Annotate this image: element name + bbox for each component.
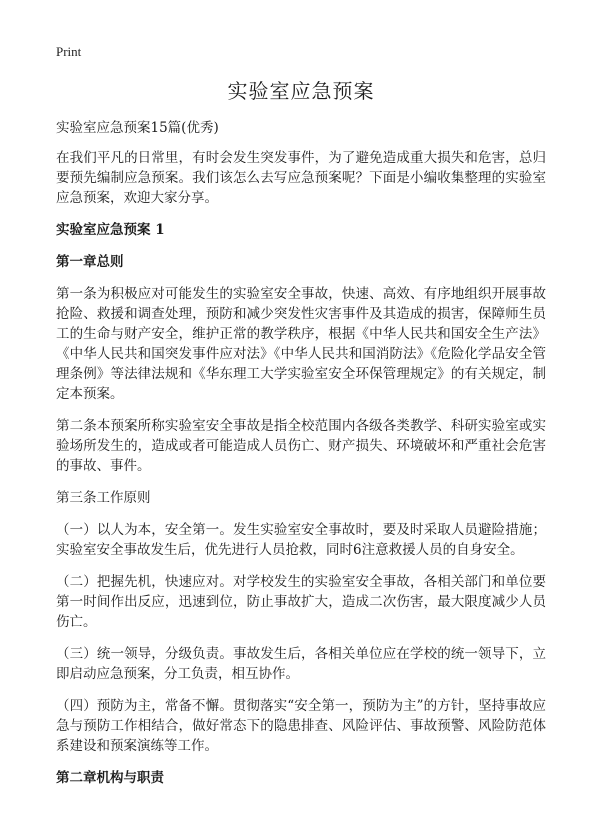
intro-paragraph: 在我们平凡的日常里，有时会发生突发事件，为了避免造成重大损失和危害，总归要预先编制应急预案。我们该怎么去写应急预案呢？下面是小编收集整理的实验室应急预案，欢迎大家分享。 (56, 150, 546, 206)
principle-4-paragraph: （四）预防为主，常备不懈。贯彻落实“安全第一，预防为主”的方针，坚持事故应急与预防工作相结合，做好常态下的隐患排查、风险评估、事故预警、风险防范体系建设和预案演练等工作。 (56, 698, 546, 754)
principle-2-paragraph: （二）把握先机，快速应对。对学校发生的实验室安全事故，各相关部门和单位要第一时间作出反应，迅速到位，防止事故扩大，造成二次伤害，最大限度减少人员伤亡。 (56, 574, 546, 630)
article-1-paragraph: 第一条为积极应对可能发生的实验室安全事故，快速、高效、有序地组织开展事故抢险、救援和调查处理，预防和减少突发性灾害事件及其造成的损害，保障师生员工的生命与财产安全，维护正常的教学秩序，根据《中华人民共和国安全生产法》《中华人民共和国突发事件应对法》《中华人民共和国消防法》《危险化学品安全管理条例》等法律法规和《华东理工大学实验室安全环保管理规定》的有关规定，制定本预案。 (56, 286, 546, 402)
principle-1-paragraph: （一）以人为本，安全第一。发生实验室安全事故时，要及时采取人员避险措施；实验室安全事故发生后，优先进行人员抢救，同时6注意救援人员的自身安全。 (56, 522, 546, 558)
document-subtitle: 实验室应急预案15篇(优秀) (56, 120, 219, 136)
document-title: 实验室应急预案 (227, 79, 375, 103)
article-3-paragraph: 第三条工作原则 (56, 490, 151, 506)
chapter-heading-2: 第二章机构与职责 (56, 770, 164, 786)
section-heading-1: 实验室应急预案 1 (56, 222, 165, 238)
article-2-paragraph: 第二条本预案所称实验室安全事故是指全校范围内各级各类教学、科研实验室或实验场所发生的，造成或者可能造成人员伤亡、财产损失、环境破坏和严重社会危害的事故、事件。 (56, 418, 546, 474)
print-link[interactable]: Print (56, 44, 82, 59)
principle-3-paragraph: （三）统一领导，分级负责。事故发生后，各相关单位应在学校的统一领导下，立即启动应急预案，分工负责，相互协作。 (56, 646, 546, 682)
chapter-heading-1: 第一章总则 (56, 254, 124, 270)
